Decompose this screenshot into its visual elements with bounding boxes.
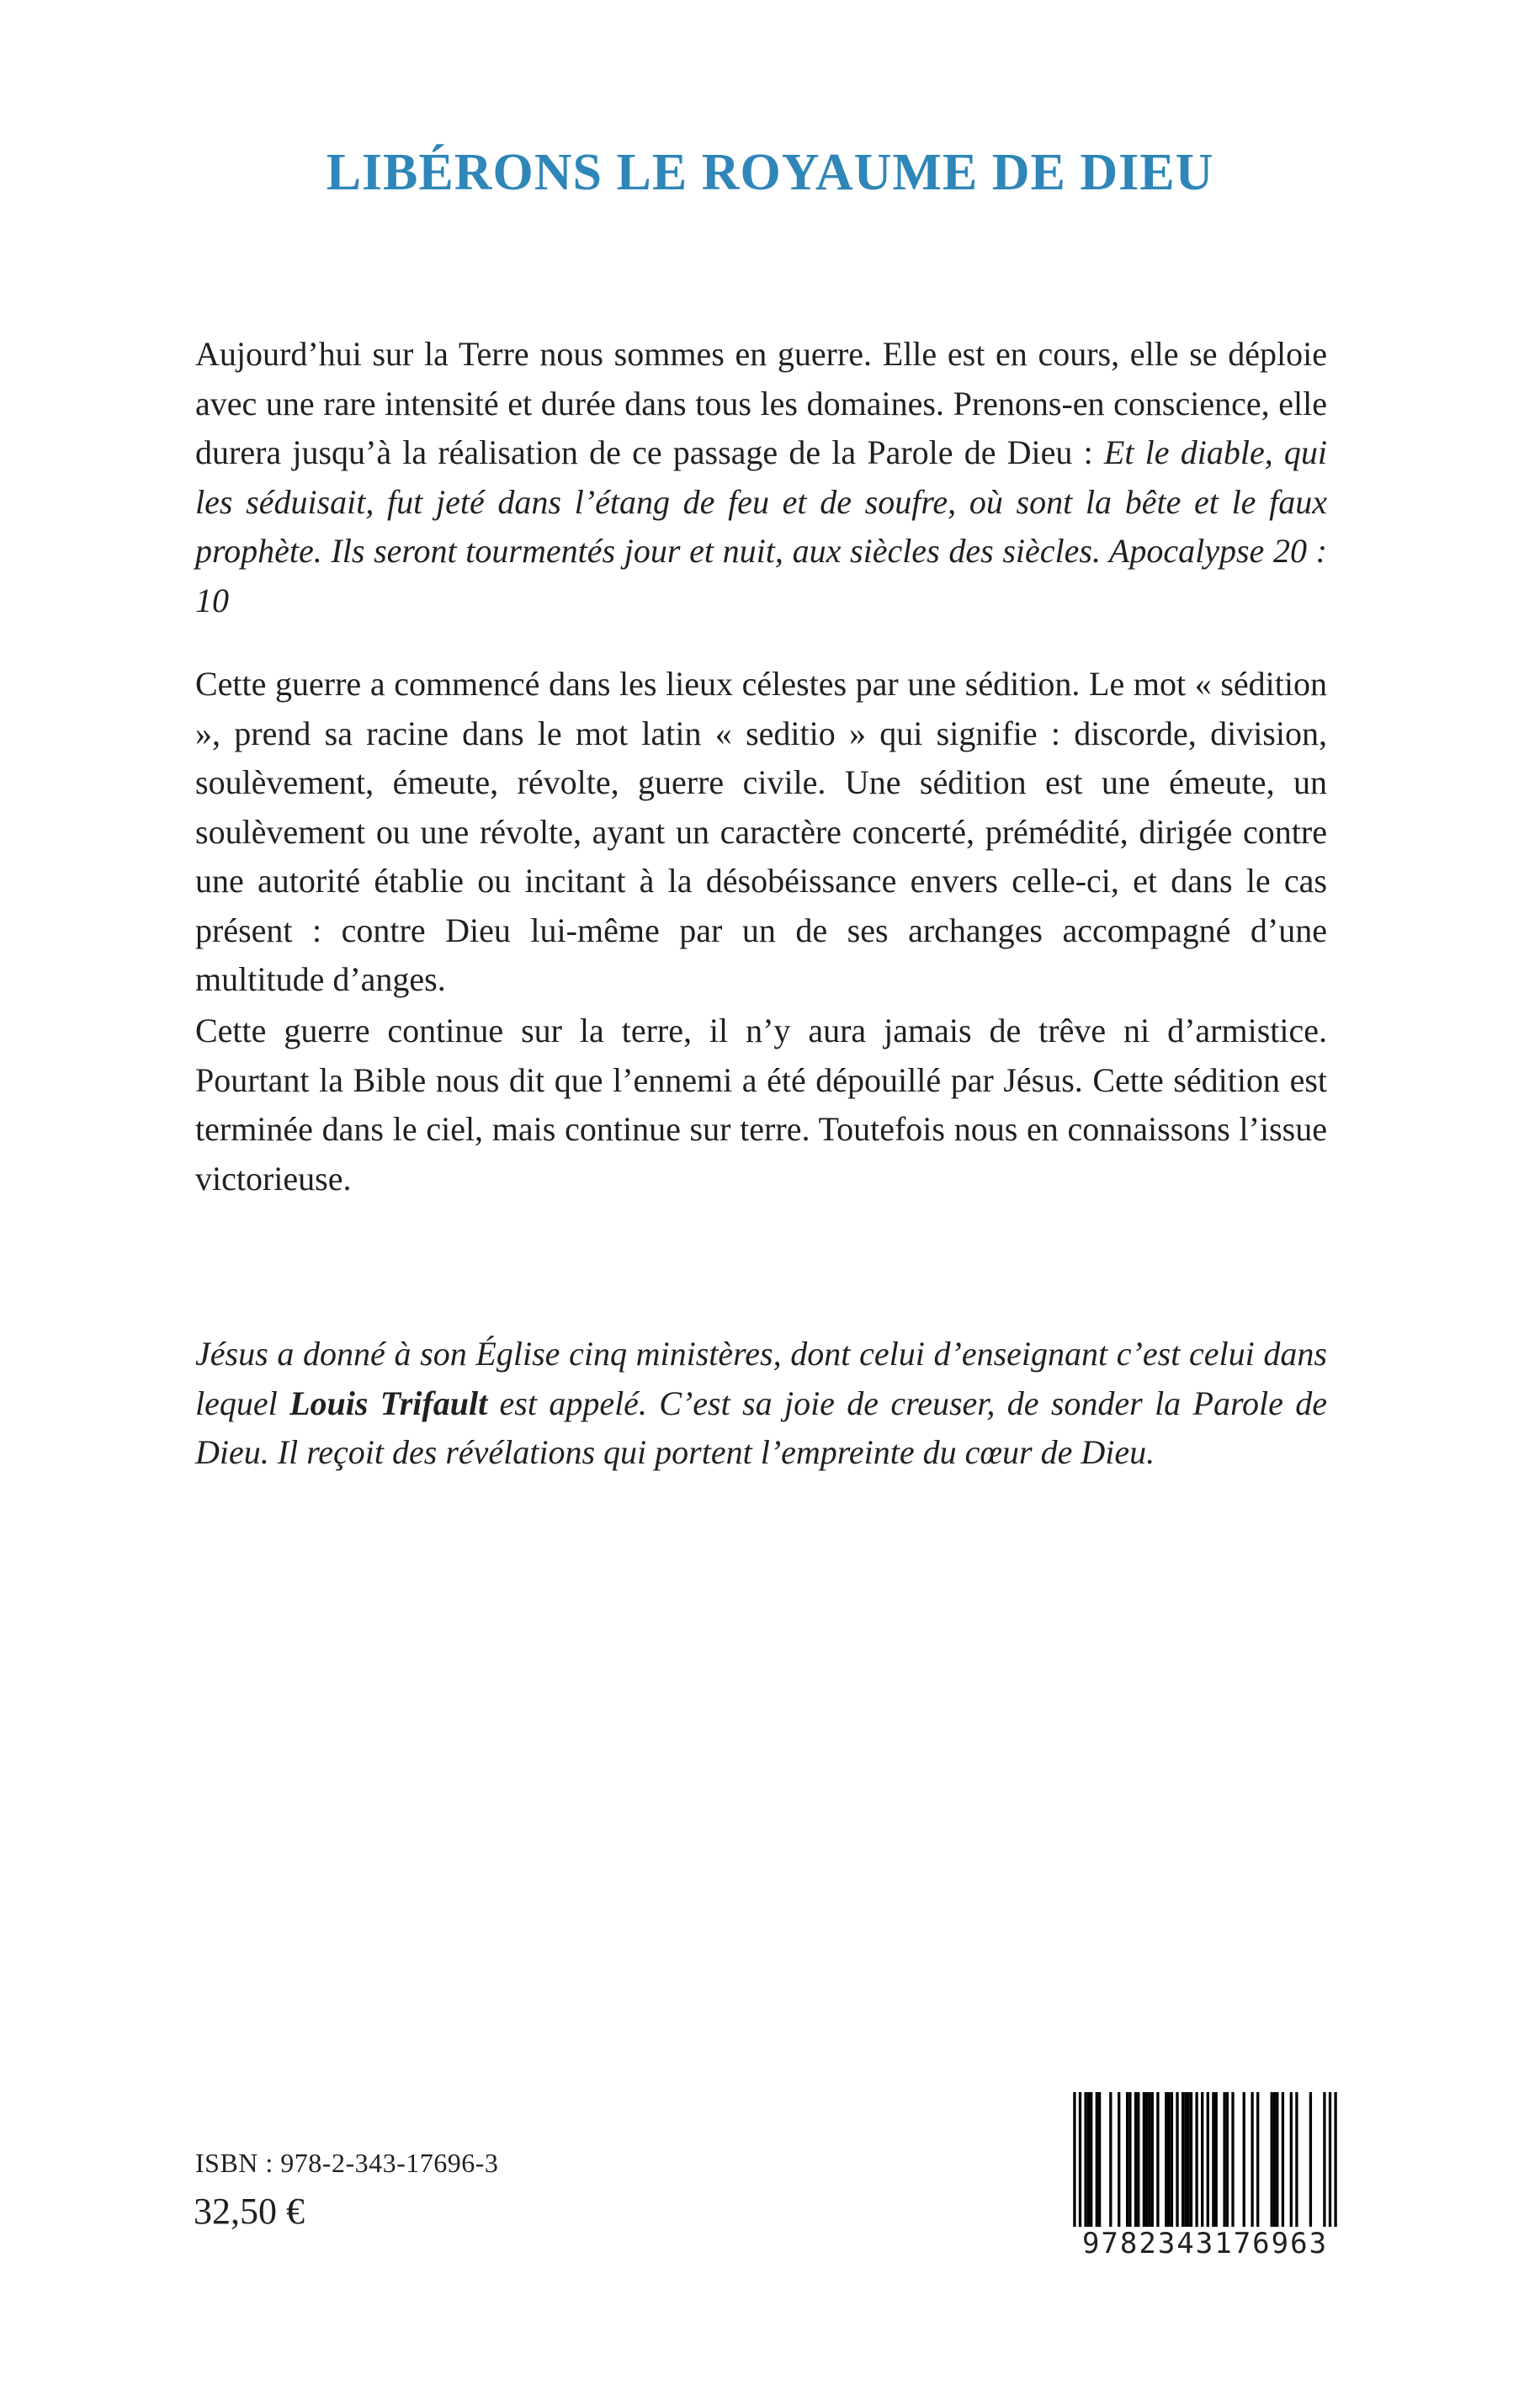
- barcode-bar: [1295, 2092, 1298, 2227]
- barcode-bar: [1215, 2092, 1218, 2227]
- price-label: 32,50 €: [194, 2191, 305, 2232]
- barcode-bar: [1276, 2092, 1278, 2227]
- barcode-bar: [1290, 2092, 1293, 2227]
- barcode-bar: [1329, 2092, 1331, 2237]
- barcode-bar: [1251, 2092, 1253, 2227]
- barcode-bar: [1231, 2092, 1234, 2227]
- barcode-bar: [1143, 2092, 1145, 2227]
- barcode-bar: [1087, 2092, 1090, 2227]
- barcode-bar: [1126, 2092, 1128, 2227]
- paragraph-intro: [195, 330, 1327, 625]
- barcode-bar: [1243, 2092, 1245, 2227]
- author-bio: [195, 1330, 1327, 1478]
- barcode-bar: [1151, 2092, 1154, 2227]
- barcode-bar: [1176, 2092, 1178, 2227]
- barcode-bar: [1171, 2092, 1173, 2227]
- barcode-bar: [1137, 2092, 1139, 2227]
- barcode-bar: [1098, 2092, 1101, 2227]
- barcode-bar: [1182, 2092, 1184, 2227]
- paragraph-war-continues: Cette guerre continue sur la terre, il n’y aura jamais de trêve ni d’armistice. Pourtant la Bible nous dit que l’ennemi a été dépouillé par Jésus. Cette sédition est terminée dans le ciel, mais continue sur terre. Toutefois nous en connaissons l’issue victorieuse.: [195, 1012, 1327, 1198]
- barcode-bar: [1271, 2092, 1273, 2227]
- barcode-bar: [1156, 2092, 1159, 2227]
- barcode-bar: [1223, 2092, 1225, 2227]
- barcode-bar: [1073, 2092, 1075, 2237]
- barcode-bar: [1334, 2092, 1336, 2237]
- barcode-bar: [1109, 2092, 1112, 2227]
- barcode-bar: [1207, 2092, 1209, 2237]
- barcode-bar: [1323, 2092, 1325, 2227]
- barcode-bar: [1201, 2092, 1203, 2237]
- barcode-bar: [1145, 2092, 1148, 2227]
- barcode-bar: [1256, 2092, 1259, 2227]
- barcode-bar: [1134, 2092, 1137, 2227]
- author-bio-intro: Jésus a donné à son Église cinq ministères, dont celui d’enseignant c’est celui dans lequel: [195, 1335, 1327, 1422]
- barcode: [1062, 2092, 1348, 2260]
- barcode-bar: [1282, 2092, 1284, 2227]
- barcode-bar: [1187, 2092, 1190, 2227]
- book-title: LIBÉRONS LE ROYAUME DE DIEU: [326, 144, 1214, 201]
- barcode-bar: [1128, 2092, 1131, 2227]
- barcode-bar: [1096, 2092, 1098, 2227]
- barcode-bar: [1309, 2092, 1312, 2227]
- barcode-bar: [1195, 2092, 1197, 2227]
- barcode-bar: [1184, 2092, 1187, 2227]
- author-bio-rest: est appelé. C’est sa joie de creuser, de sonder la Parole de Dieu. Il reçoit des révélations qui portent l’empreinte du cœur de Dieu.: [195, 1384, 1327, 1471]
- barcode-bar: [1090, 2092, 1092, 2227]
- isbn-label: ISBN : 978-2-343-17696-3: [195, 2148, 499, 2178]
- barcode-bar: [1165, 2092, 1167, 2227]
- scripture-quote: Et le diable, qui les séduisait, fut jeté dans l’étang de feu et de soufre, où sont la bête et le faux prophète. Ils seront tourmentés jour et nuit, aux siècles des siècles. Apocalypse 20 : 10: [195, 433, 1327, 619]
- barcode-bar: [1148, 2092, 1150, 2227]
- paragraph-sedition: Cette guerre a commencé dans les lieux célestes par une sédition. Le mot « sédition », prend sa racine dans le mot latin « seditio » qui signifie : discorde, division, soulèvement, émeute, révolte, guerre civile. Une sédition est une émeute, un soulèvement ou une révolte, ayant un caractère concerté, prémédité, dirigée contre une autorité établie ou incitant à la désobéissance envers celle-ci, et dans le cas présent : contre Dieu lui-même par un de ses archanges accompagné d’une multitude d’anges.: [195, 665, 1327, 998]
- barcode-bar: [1273, 2092, 1276, 2227]
- barcode-bar: [1084, 2092, 1086, 2227]
- barcode-digits: 9782343176963: [1062, 2227, 1348, 2260]
- barcode-bar: [1212, 2092, 1214, 2227]
- barcode-bar: [1079, 2092, 1081, 2237]
- barcode-bar: [1190, 2092, 1192, 2227]
- barcode-bar: [1226, 2092, 1229, 2227]
- author-name: Louis Trifault: [289, 1384, 488, 1422]
- barcode-bar: [1167, 2092, 1170, 2227]
- paragraph-intro-text: Aujourd’hui sur la Terre nous sommes en guerre. Elle est en cours, elle se déploie avec une rare intensité et durée dans tous les domaines. Prenons-en conscience, elle durera jusqu’à la réalisation de ce passage de la Parole de Dieu :: [195, 335, 1327, 471]
- barcode-bar: [1118, 2092, 1120, 2227]
